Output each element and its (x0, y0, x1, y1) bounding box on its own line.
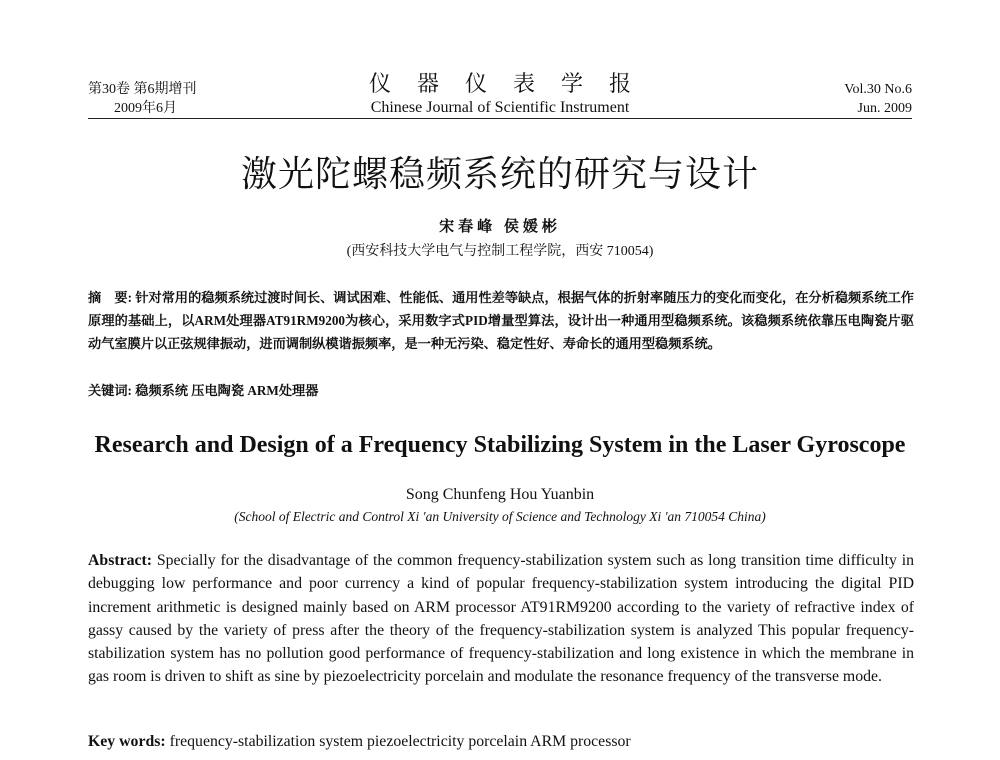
keywords-cn-text: 稳频系统 压电陶瓷 ARM处理器 (135, 383, 319, 398)
authors-cn: 宋春峰 侯媛彬 (439, 219, 561, 235)
affiliation-cn: (西安科技大学电气与控制工程学院，西安 710054) (346, 244, 654, 259)
authors-en: Song Chunfeng Hou Yuanbin (405, 486, 595, 503)
abstract-cn (88, 286, 914, 355)
abstract-cn-label: 摘 要: (88, 290, 132, 305)
abstract-en-text: Specially for the disadvantage of the common frequency-stabilization system such as long transition time difficulty in debugging low performance and poor currency a kind of popular frequency-stabilization system introducing the digital PID increment arithmetic is designed mainly based on ARM processor AT91RM9200 according to the variety of refractive index of gassy caused by the variety of press after the theory of the frequency-stabilization system is analyzed This popular frequency-stabilization system has no pollution good performance of frequency-stabilization and long existence in which the membrane in gas room is driven to shift as sine by piezoelectricity porcelain and modulate the resonance frequency of the transverse mode. (88, 552, 914, 686)
volume-issue-en: Vol.30 No.6 (844, 82, 912, 97)
affiliation-en: (School of Electric and Control Xi 'an University of Science and Technology Xi 'an 710054 China) (234, 509, 766, 524)
journal-header (88, 70, 912, 118)
abstract-cn-text: 针对常用的稳频系统过渡时间长、调试困难、性能低、通用性差等缺点，根据气体的折射率随压力的变化而变化，在分析稳频系统工作原理的基础上，以ARM处理器AT91RM9200为核心，采用数字式PID增量型算法，设计出一种通用型稳频系统。该稳频系统依靠压电陶瓷片驱动气室膜片以正弦规律振动，进而调制纵模谐振频率，是一种无污染、稳定性好、寿命长的通用型稳频系统。 (88, 290, 914, 351)
publication-date-en: Jun. 2009 (857, 101, 912, 116)
volume-issue-cn: 第30卷 第6期增刊 (88, 82, 197, 97)
abstract-en (88, 549, 914, 689)
keywords-en-text: frequency-stabilization system piezoelectricity porcelain ARM processor (169, 733, 631, 750)
keywords-en-label: Key words: (88, 733, 166, 750)
publication-date-cn: 2009年6月 (114, 101, 177, 116)
journal-name (88, 70, 912, 118)
keywords-cn (88, 380, 318, 399)
keywords-cn-label: 关键词: (88, 383, 132, 398)
journal-name-cn: 仪器仪表学报 (368, 71, 657, 96)
header-volume-en (844, 80, 912, 118)
journal-name-en: Chinese Journal of Scientific Instrument (370, 99, 630, 116)
keywords-en (88, 733, 631, 751)
paper-title-cn: 激光陀螺稳频系统的研究与设计 (240, 154, 759, 195)
abstract-en-label: Abstract: (88, 552, 153, 569)
paper-title-en: Research and Design of a Frequency Stabilizing System in the Laser Gyroscope (94, 432, 906, 458)
header-rule (88, 118, 912, 119)
